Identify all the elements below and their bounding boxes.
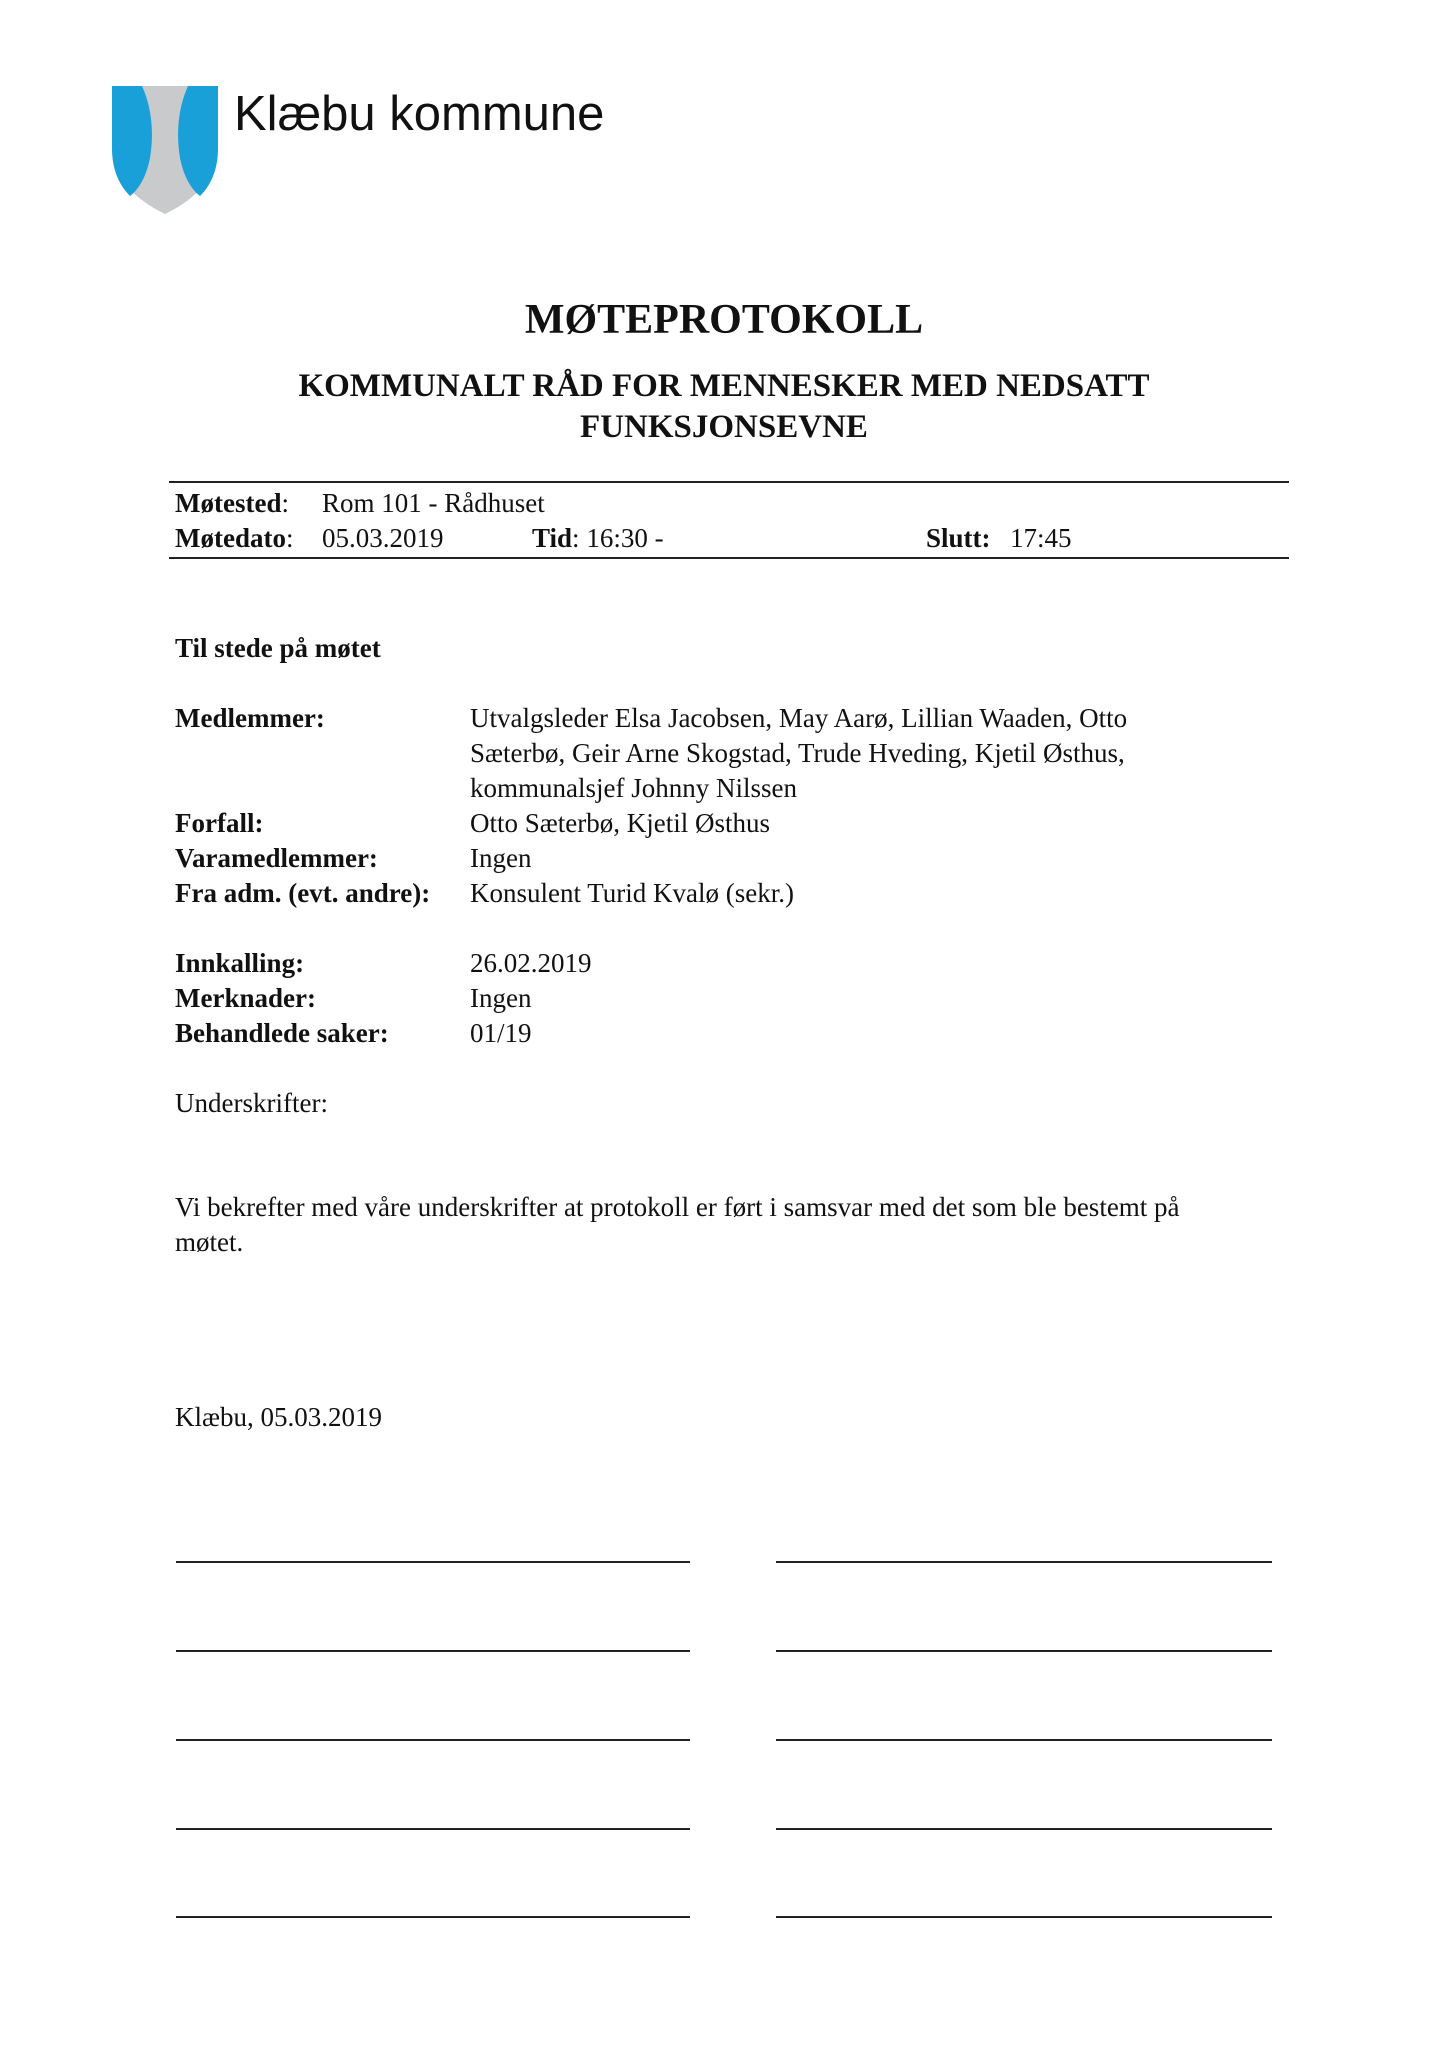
remarks-label: Merknader: (175, 983, 316, 1013)
meeting-place-value: Rom 101 - Rådhuset (322, 488, 545, 518)
deputies-label: Varamedlemmer: (175, 843, 378, 873)
meeting-end-value: 17:45 (1010, 523, 1072, 553)
organization-name: Klæbu kommune (234, 87, 605, 141)
signature-line (176, 1739, 690, 1741)
meeting-end-label: Slutt: (926, 523, 991, 553)
absent-label: Forfall: (175, 808, 264, 838)
statement-line-2: møtet. (175, 1227, 244, 1257)
signature-line (176, 1828, 690, 1830)
bottom-divider (169, 557, 1289, 559)
meeting-place-label: Møtested (175, 488, 282, 518)
cases-value: 01/19 (470, 1018, 532, 1048)
subtitle-line-2: FUNKSJONSEVNE (580, 409, 868, 445)
document-subtitle (0, 366, 1448, 448)
cases-label: Behandlede saker: (175, 1018, 389, 1048)
members-line-2: Sæterbø, Geir Arne Skogstad, Trude Hveding, Kjetil Østhus, (470, 738, 1125, 768)
signature-line (176, 1650, 690, 1652)
summons-value: 26.02.2019 (470, 948, 592, 978)
klaebu-coat-of-arms-icon (112, 86, 218, 214)
absent-value: Otto Sæterbø, Kjetil Østhus (470, 808, 771, 838)
meeting-place: Møtested: (175, 488, 289, 518)
municipality-logo (112, 86, 218, 214)
admin-label: Fra adm. (evt. andre): (175, 878, 431, 908)
signature-line (176, 1916, 690, 1918)
members-line-1: Utvalgsleder Elsa Jacobsen, May Aarø, Lillian Waaden, Otto (470, 703, 1128, 733)
statement-line-1: Vi bekrefter med våre underskrifter at protokoll er ført i samsvar med det som ble bestemt på (175, 1192, 1180, 1222)
signature-line (776, 1561, 1272, 1563)
attendance-heading: Til stede på møtet (175, 633, 381, 663)
top-divider (169, 481, 1289, 483)
signature-line (776, 1916, 1272, 1918)
meeting-time-label: Tid (532, 523, 573, 553)
subtitle-line-1: KOMMUNALT RÅD FOR MENNESKER MED NEDSATT (298, 368, 1150, 404)
signature-line (176, 1561, 690, 1563)
meeting-time: Tid: 16:30 - (532, 523, 664, 553)
deputies-value: Ingen (470, 843, 532, 873)
place-date: Klæbu, 05.03.2019 (175, 1402, 383, 1432)
signatures-heading: Underskrifter: (175, 1088, 328, 1118)
meeting-date-label: Møtedato (175, 523, 286, 553)
summons-label: Innkalling: (175, 948, 305, 978)
meeting-time-value: 16:30 - (586, 523, 664, 553)
document-title: MØTEPROTOKOLL (524, 297, 924, 343)
signature-line (776, 1650, 1272, 1652)
members-line-3: kommunalsjef Johnny Nilssen (470, 773, 797, 803)
remarks-value: Ingen (470, 983, 532, 1013)
meeting-date-value: 05.03.2019 (322, 523, 444, 553)
signature-line (776, 1828, 1272, 1830)
signature-line (776, 1739, 1272, 1741)
members-label: Medlemmer: (175, 703, 325, 733)
admin-value: Konsulent Turid Kvalø (sekr.) (470, 878, 794, 908)
meeting-date: Møtedato: (175, 523, 294, 553)
